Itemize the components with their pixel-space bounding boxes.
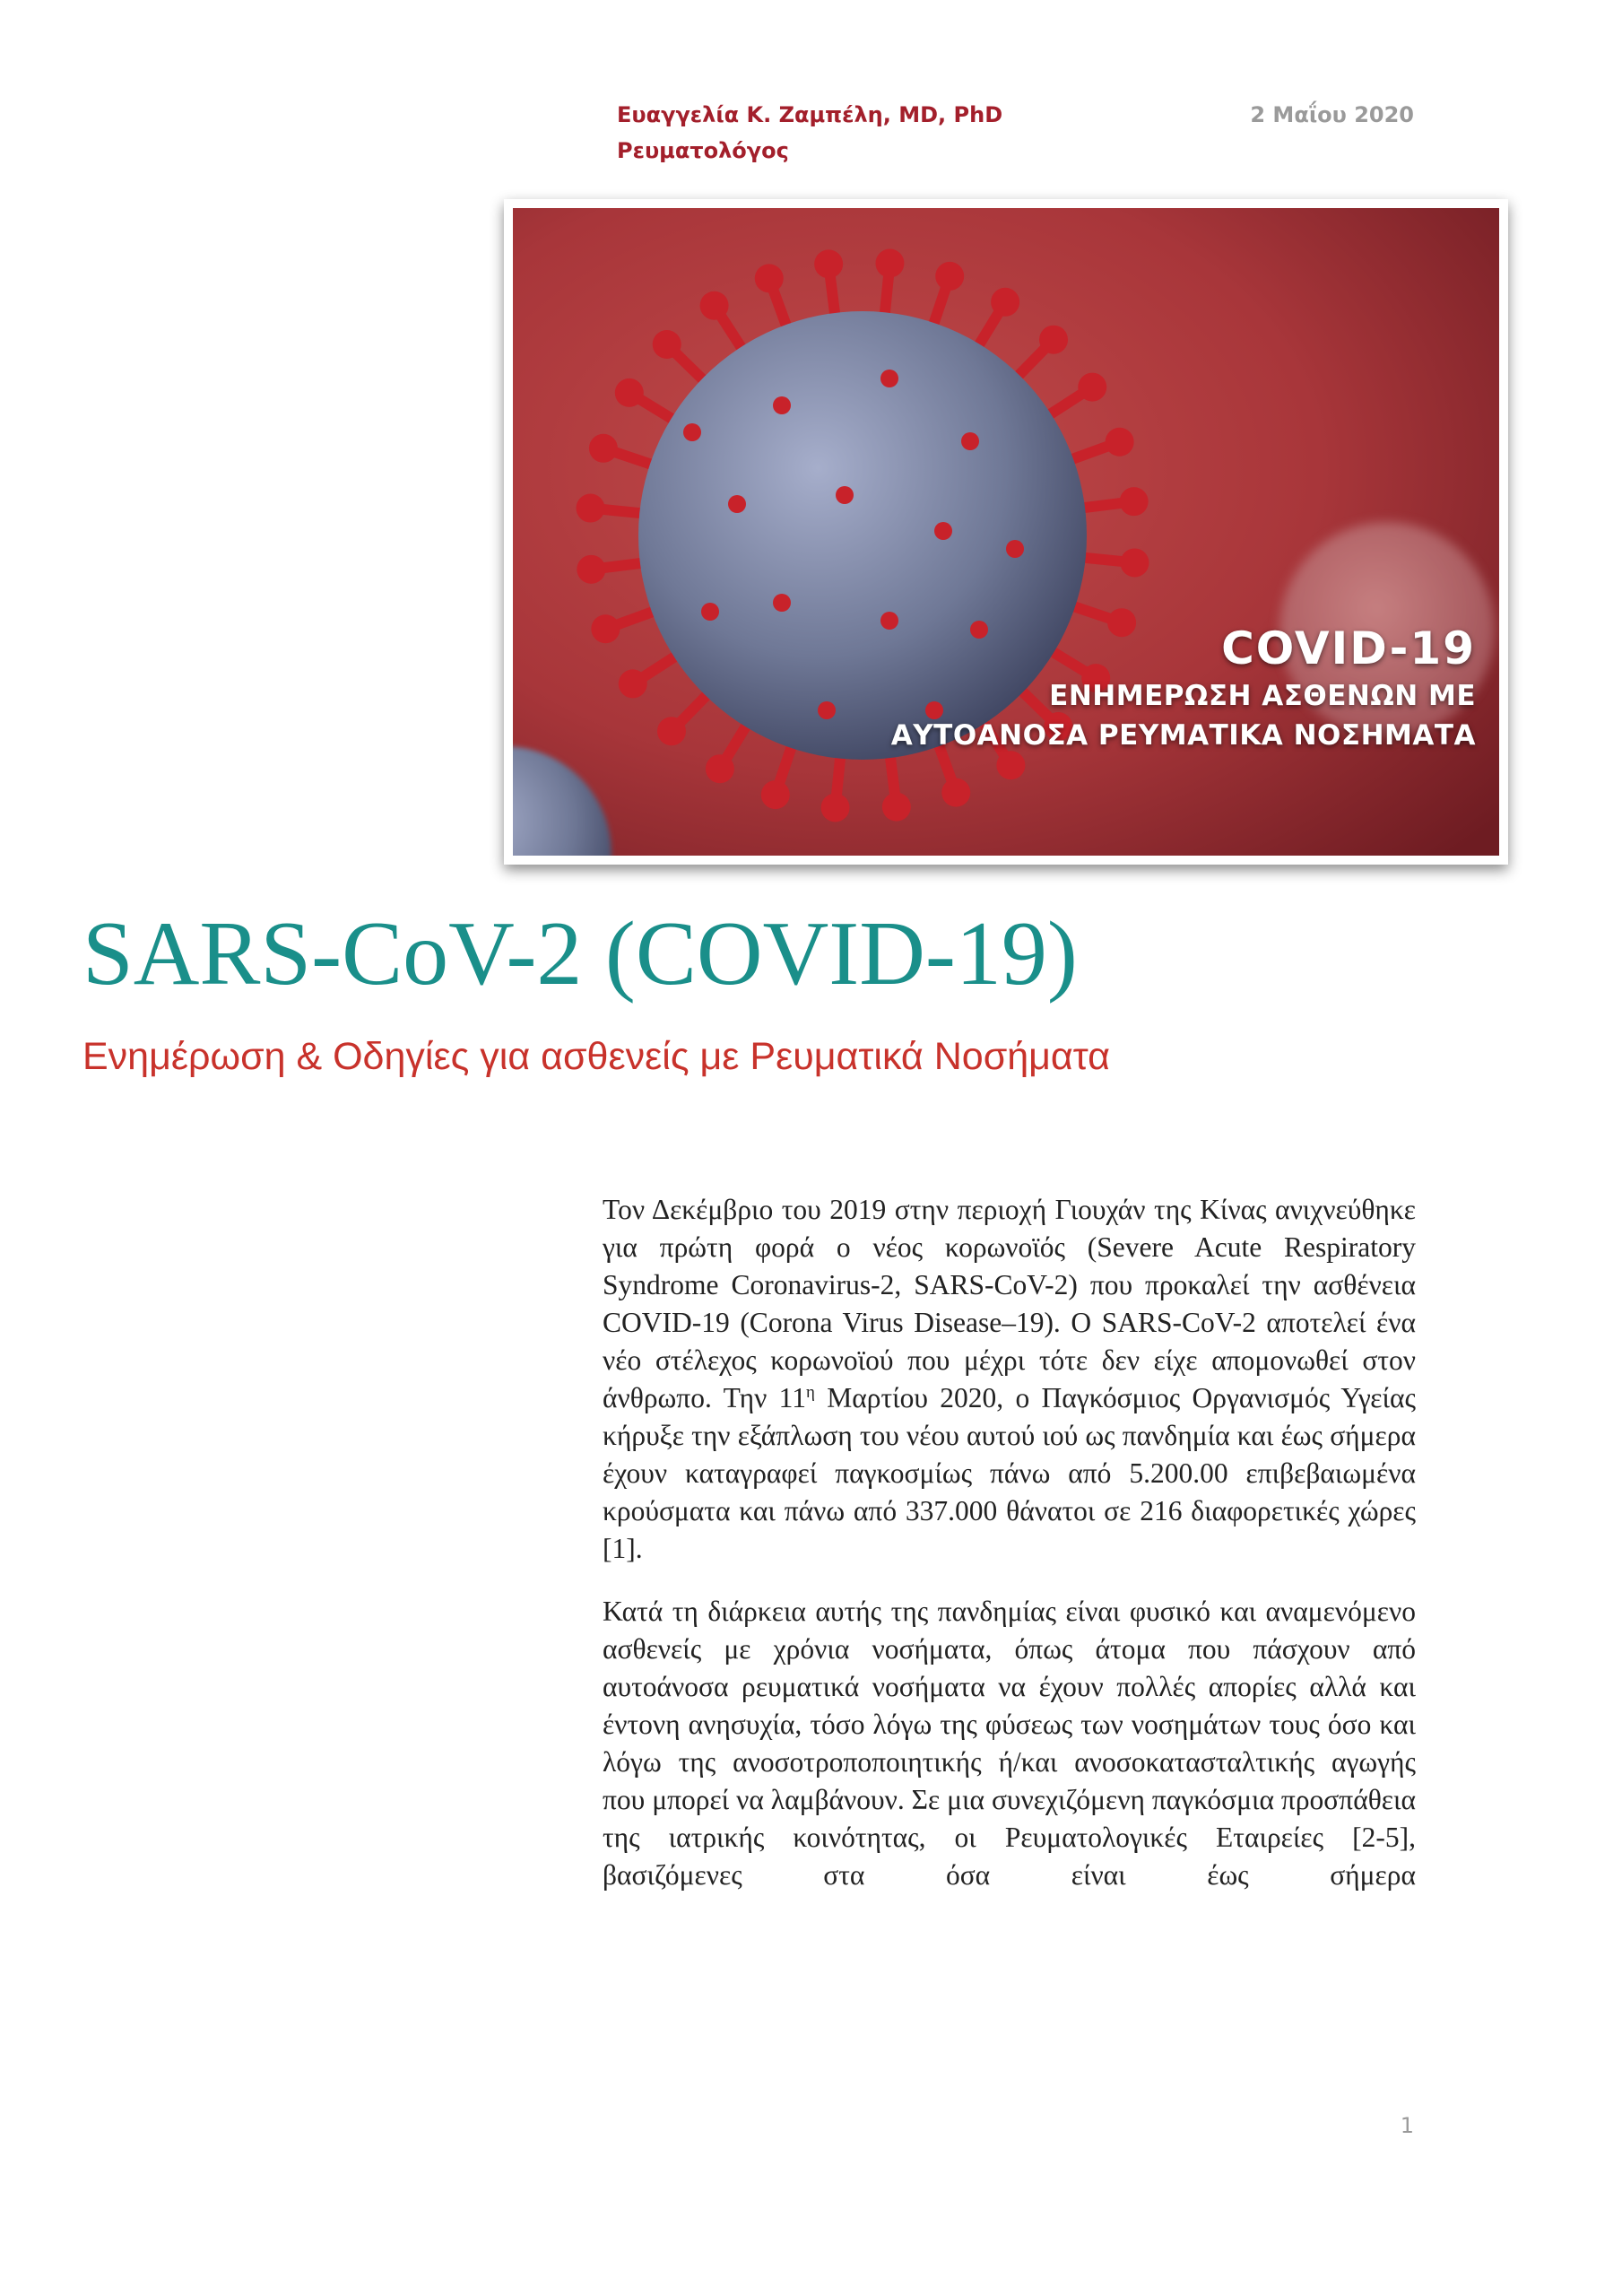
- page-subtitle: Ενημέρωση & Οδηγίες για ασθενείς με Ρευματικά Νοσήματα: [82, 1035, 1111, 1078]
- virus-surface-spike: [773, 396, 791, 414]
- virus-surface-spike: [934, 522, 952, 540]
- publication-date: 2 Μαΐου 2020: [1250, 102, 1414, 127]
- virus-spike-head: [882, 793, 911, 822]
- virus-spike-head: [821, 793, 850, 822]
- page-number: 1: [1400, 2113, 1414, 2138]
- virus-surface-spike: [818, 701, 836, 719]
- hero-image: [504, 199, 1508, 865]
- virus-spike-head: [706, 754, 734, 783]
- virus-surface-spike: [961, 432, 979, 450]
- virus-surface-spike: [773, 594, 791, 612]
- virus-spike-head: [1078, 373, 1106, 402]
- virus-spike-head: [1039, 326, 1068, 354]
- virus-spike-head: [657, 717, 686, 745]
- page-title: SARS-CoV-2 (COVID-19): [82, 903, 1078, 1004]
- virus-spike-head: [577, 555, 605, 584]
- virus-spike-head: [619, 669, 647, 698]
- virus-spike-head: [1106, 428, 1134, 457]
- paragraph-2: Κατά τη διάρκεια αυτής της πανδημίας είναι φυσικό και αναμενόμενο ασθενείς με χρόνια νοσήματα, όπως άτομα που πάσχουν από αυτοάνοσα ρευματικά νοσήματα να έχουν πολλές απορίες αλλά και έντονη ανησυχία, τόσο λόγω της φύσεως των νοσημάτων τους όσο και λόγω της ανοσοτροποποιητικής ή/και ανοσοκατασταλτικής αγωγής που μπορεί να λαμβάνουν. Σε μια συνεχιζόμενη παγκόσμια προσπάθεια της ιατρικής κοινότητας, οι Ρευματολογικές Εταιρείες [2-5], βασιζόμενες στα όσα είναι έως σήμερα: [603, 1596, 1416, 1891]
- author-name: Ευαγγελία Κ. Ζαμπέλη, MD, PhD: [617, 102, 1003, 127]
- virus-spike-head: [935, 262, 964, 291]
- virus-spike-head: [591, 614, 620, 643]
- paragraph-1-part-a: Τον Δεκέμβριο του 2019 στην περιοχή Γιουχάν της Κίνας ανιχνεύθηκε για πρώτη φορά ο νέος κορωνοϊός (Severe Acute Respiratory Syndrome Coronavirus-2, SARS-CoV-2) που προκαλεί την ασθένεια COVID-19 (Corona Virus Disease–19). Ο SARS-CoV-2 αποτελεί ένα νέο στέλεχος κορωνοϊού που μέχρι τότε δεν είχε απομονωθεί στον άνθρωπο. Την 11: [603, 1194, 1416, 1413]
- hero-overlay-line1: ΕΝΗΜΕΡΩΣΗ ΑΣΘΕΝΩΝ ΜΕ: [1049, 680, 1476, 712]
- paragraph-1: [603, 1191, 1416, 1568]
- hero-overlay-line2: ΑΥΤΟΑΝΟΣΑ ΡΕΥΜΑΤΙΚΑ ΝΟΣΗΜΑΤΑ: [890, 719, 1476, 752]
- virus-spike-head: [814, 249, 843, 278]
- virus-spike-head: [577, 494, 605, 523]
- virus-spike-head: [1120, 487, 1149, 516]
- virus-spike-head: [1120, 548, 1149, 577]
- author-specialty: Ρευματολόγος: [617, 138, 789, 163]
- virus-spike-head: [755, 264, 784, 292]
- hero-overlay-text: [891, 621, 1476, 755]
- author-block: [617, 97, 1002, 169]
- virus-surface-spike: [683, 423, 701, 441]
- ordinal-superscript: η: [806, 1382, 815, 1402]
- virus-surface-spike: [836, 486, 854, 504]
- virus-surface-spike: [728, 495, 746, 513]
- virus-spike-head: [615, 378, 644, 407]
- hero-overlay-title: COVID-19: [1221, 622, 1476, 674]
- virus-spike-head: [941, 778, 970, 807]
- body-text: [603, 1191, 1416, 1919]
- virus-spike-head: [991, 288, 1019, 317]
- virus-spike-head: [761, 780, 790, 809]
- virus-spike-head: [700, 291, 729, 320]
- coronavirus-illustration: [513, 208, 1499, 856]
- paragraph-1-part-b: Μαρτίου 2020, ο Παγκόσμιος Οργανισμός Υγείας κήρυξε την εξάπλωση του νέου αυτού ιού ως πανδημία και έως σήμερα έχουν καταγραφεί παγκοσμίως πάνω από 5.200.00 επιβεβαιωμένα κρούσματα και πάνω από 337.000 θάνατοι σε 216 διαφορετικές χώρες [1].: [603, 1382, 1416, 1564]
- virus-surface-spike: [1006, 540, 1024, 558]
- virus-surface-spike: [701, 603, 719, 621]
- virus-spike-head: [875, 249, 904, 278]
- virus-spike-head: [653, 330, 681, 359]
- virus-spike-head: [589, 434, 618, 463]
- virus-surface-spike: [880, 370, 898, 387]
- virus-spike-head: [996, 751, 1025, 779]
